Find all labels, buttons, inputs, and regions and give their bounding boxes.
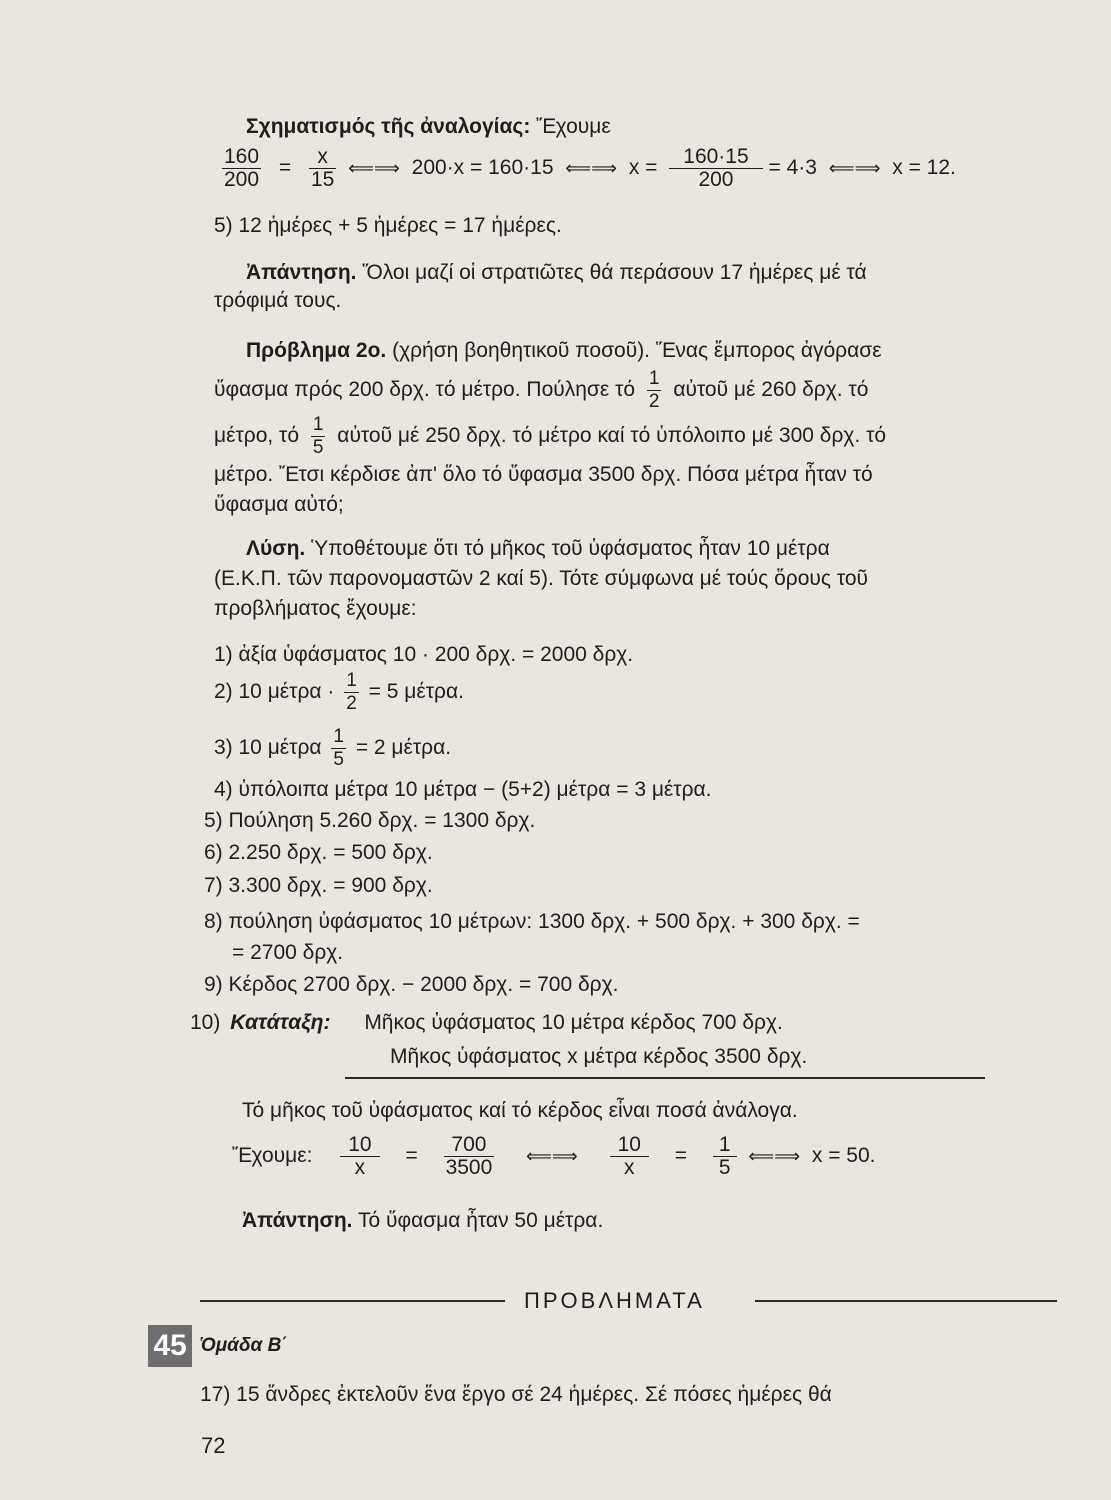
answer2-line: Ἀπάντηση. Τό ὕφασμα ἦταν 50 μέτρα.: [242, 1209, 604, 1232]
solution-line1: Λύση. Ὑποθέτουμε ὅτι τό μῆκος τοῦ ὑφάσματος ἦταν 10 μέτρα: [246, 537, 830, 560]
problem2-line3: μέτρο, τό $\frac{1}{5}$ αὐτοῦ μέ 250 δρχ. τό μέτρο καί τό ὑπόλοιπο μέ 300 δρχ. τό: [214, 414, 887, 458]
step-8-line1: 8) πούληση ὑφάσματος 10 μέτρων: 1300 δρχ. + 500 δρχ. + 300 δρχ. =: [204, 910, 860, 933]
problem-17: 17) 15 ἄνδρες ἐκτελοῦν ἕνα ἔργο σέ 24 ἡμέρες. Σέ πόσες ἡμέρες θά: [200, 1383, 832, 1406]
problem2-line1: Πρόβλημα 2ο. (χρήση βοηθητικοῦ ποσοῦ). Ἕνας ἔμπορος ἀγόρασε: [246, 339, 882, 362]
iff-arrow-icon: ⟸⟹: [526, 1146, 578, 1167]
step-7: 7) 3.300 δρχ. = 900 δρχ.: [204, 874, 433, 897]
iff-arrow-icon: ⟸⟹: [828, 158, 881, 179]
page-number: 72: [201, 1433, 226, 1458]
fraction-one-fifth: $\frac{1}{5}$: [333, 726, 344, 770]
step-4: 4) ὑπόλοιπα μέτρα 10 μέτρα − (5+2) μέτρα = 3 μέτρα.: [214, 778, 712, 801]
iff-arrow-icon: ⟸⟹: [565, 158, 617, 179]
step-10-line2: Μῆκος ὑφάσματος x μέτρα κέρδος 3500 δρχ.: [390, 1045, 808, 1068]
fraction-10-x: $\frac{10}{x}$: [340, 1134, 379, 1179]
problem2-line5: ὕφασμα αὐτό;: [214, 493, 344, 516]
solution-line3: προβλήματος ἔχουμε:: [214, 597, 417, 620]
formation-heading: Σχηματισμός τῆς ἀναλογίας:: [246, 115, 531, 138]
answer1-line2: τρόφιμά τους.: [214, 289, 342, 312]
step-2: 2) 10 μέτρα · $\frac{1}{2}$ = 5 μέτρα.: [214, 670, 464, 714]
step-10-line1: 10) Κατάταξη: Μῆκος ὑφάσματος 10 μέτρα κέρδος 700 δρχ.: [190, 1011, 783, 1034]
section-rule-right: [755, 1300, 1057, 1302]
solution-label: Λύση.: [246, 537, 306, 560]
problem2-line2: ὕφασμα πρός 200 δρχ. τό μέτρο. Πούλησε τό $\frac{1}{2}$ αὐτοῦ μέ 260 δρχ. τό: [214, 368, 869, 412]
equation-result: x = 12.: [892, 156, 956, 180]
problem2-line4: μέτρο. Ἔτσι κέρδισε ἀπ' ὅλο τό ὕφασμα 3500 δρχ. Πόσα μέτρα ἦταν τό: [214, 463, 873, 486]
step-9: 9) Κέρδος 2700 δρχ. − 2000 δρχ. = 700 δρχ.: [204, 973, 619, 996]
proportional-equation: Ἔχουμε: $\frac{10}{x}$ = $\frac{700}{3500}$ ⟸⟹ $\frac{10}{x}$ = $\frac{1}{5}$ ⟸⟹ x = 50.: [232, 1133, 876, 1179]
formation-equation: [222, 146, 956, 191]
problem-number-badge: 45: [148, 1325, 192, 1367]
formation-rest: Ἔχουμε: [530, 115, 611, 138]
proportional-text: Τό μῆκος τοῦ ὑφάσματος καί τό κέρδος εἶναι ποσά ἀνάλογα.: [242, 1099, 798, 1122]
fraction-700-3500: $\frac{700}{3500}$: [445, 1133, 493, 1179]
fraction-1-5: $\frac{1}{5}$: [713, 1134, 737, 1179]
fraction-160x15-200: $\frac{160\cdot 15}{200}$: [669, 146, 762, 191]
fraction-160-200: $\frac{160}{200}$: [224, 145, 260, 191]
fraction-x-15: $\frac{x}{15}$: [311, 145, 335, 191]
iff-arrow-icon: ⟸⟹: [348, 158, 400, 179]
formation-heading-line: [246, 114, 611, 140]
section-rule-left: [200, 1300, 505, 1302]
equation-tail: = 4·3: [768, 156, 817, 180]
answer2-label: Ἀπάντηση.: [242, 1209, 353, 1232]
equation-middle: 200·x = 160·15: [411, 156, 554, 180]
equals-sign: =: [278, 156, 292, 180]
answer1-line1: Ἀπάντηση. Ὅλοι μαζί οἱ στρατιῶτες θά περάσουν 17 ἡμέρες μέ τά: [246, 261, 867, 284]
step-1: 1) ἀξία ὑφάσματος 10 · 200 δρχ. = 2000 δρχ.: [214, 643, 634, 666]
step-5: 5) Πούληση 5.260 δρχ. = 1300 δρχ.: [204, 809, 536, 832]
step-3: 3) 10 μέτρα $\frac{1}{5}$ = 2 μέτρα.: [214, 726, 452, 770]
solution-line2: (Ε.Κ.Π. τῶν παρονομαστῶν 2 καί 5). Τότε σύμφωνα μέ τούς ὅρους τοῦ: [214, 567, 869, 590]
step-6: 6) 2.250 δρχ. = 500 δρχ.: [204, 841, 433, 864]
classification-label: Κατάταξη:: [230, 1011, 331, 1034]
x-equals: x =: [628, 156, 658, 180]
fraction-10-x: $\frac{10}{x}$: [610, 1134, 649, 1179]
answer1-label: Ἀπάντηση.: [246, 261, 357, 284]
iff-arrow-icon: ⟸⟹: [748, 1146, 801, 1167]
fraction-one-fifth: $\frac{1}{5}$: [312, 414, 324, 458]
step-8-line2: = 2700 δρχ.: [232, 941, 344, 964]
classification-underline: [345, 1077, 985, 1079]
fraction-one-half: $\frac{1}{2}$: [648, 368, 660, 412]
group-label: Ὁμάδα Β΄: [200, 1335, 288, 1356]
fraction-one-half: $\frac{1}{2}$: [346, 670, 357, 714]
problem2-label: Πρόβλημα 2ο.: [246, 339, 387, 362]
step-5-days: 5) 12 ἡμέρες + 5 ἡμέρες = 17 ἡμέρες.: [214, 214, 562, 237]
section-title: ΠΡΟΒΛΗΜΑΤΑ: [524, 1288, 705, 1313]
